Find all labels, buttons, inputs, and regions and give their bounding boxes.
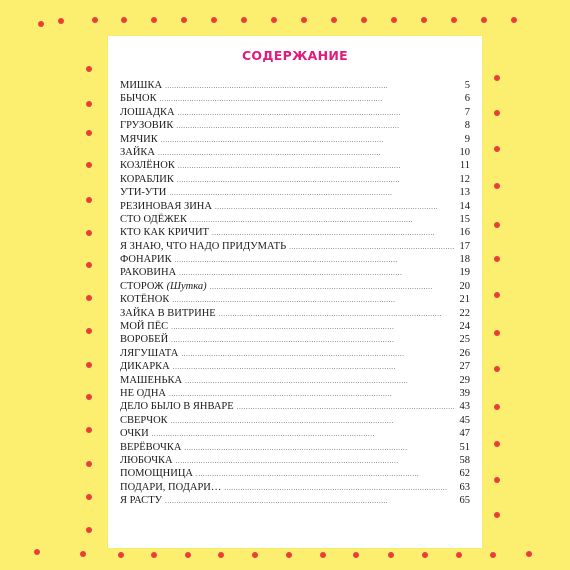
border-dot	[181, 17, 187, 23]
toc-item-page-number: 13	[459, 187, 470, 199]
border-dot	[494, 441, 500, 447]
dot-leader	[184, 442, 455, 455]
toc-item-page-number: 21	[459, 294, 470, 306]
toc-item-title: УТИ-УТИ	[120, 187, 167, 199]
contents-page	[108, 36, 482, 548]
toc-item[interactable]	[120, 226, 470, 239]
border-dot	[490, 552, 496, 558]
border-dot	[86, 295, 92, 301]
border-dot	[494, 477, 500, 483]
toc-item-page-number: 17	[459, 240, 470, 252]
border-dot	[494, 292, 500, 298]
border-dot	[185, 552, 191, 558]
toc-item-page-number: 7	[464, 106, 470, 118]
toc-item-page-number: 8	[464, 120, 470, 132]
dot-leader	[171, 334, 455, 347]
toc-item[interactable]	[120, 414, 470, 427]
dot-leader	[178, 107, 455, 120]
dot-leader	[160, 93, 455, 106]
dot-leader	[212, 227, 455, 240]
toc-item-page-number: 12	[459, 173, 470, 185]
table-of-contents	[120, 79, 470, 508]
toc-item[interactable]	[120, 79, 470, 92]
border-dot	[241, 17, 247, 23]
toc-item-title: ВОРОБЕЙ	[120, 334, 169, 346]
dot-leader	[289, 241, 455, 254]
toc-item-page-number: 47	[459, 428, 470, 440]
toc-item[interactable]	[120, 253, 470, 266]
border-dot	[361, 17, 367, 23]
toc-item[interactable]	[120, 347, 470, 360]
dot-leader	[171, 321, 455, 334]
border-dot	[511, 17, 517, 23]
border-dot	[388, 552, 394, 558]
toc-item-title: КОЗЛЁНОК	[120, 160, 175, 172]
toc-item-page-number: 14	[459, 200, 470, 212]
toc-item-page-number: 29	[459, 374, 470, 386]
toc-item[interactable]	[120, 333, 470, 346]
border-dot	[494, 330, 500, 336]
border-dot	[252, 552, 258, 558]
border-dot	[301, 17, 307, 23]
border-dot	[86, 427, 92, 433]
toc-item[interactable]	[120, 280, 470, 293]
border-dot	[86, 494, 92, 500]
dot-leader	[219, 308, 455, 321]
border-dot	[494, 222, 500, 228]
border-dot	[421, 17, 427, 23]
dot-leader	[165, 495, 455, 508]
toc-item[interactable]	[120, 360, 470, 373]
toc-item[interactable]	[120, 213, 470, 226]
toc-item-title: БЫЧОК	[120, 93, 157, 105]
toc-item-title: ОЧКИ	[120, 428, 149, 440]
border-dot	[494, 366, 500, 372]
toc-item-title: ПОДАРИ, ПОДАРИ…	[120, 481, 222, 493]
toc-item-page-number: 6	[464, 93, 470, 105]
border-dot	[286, 552, 292, 558]
toc-item-page-number: 51	[459, 441, 470, 453]
dot-leader	[172, 294, 455, 307]
border-dot	[353, 552, 359, 558]
toc-item-title: ЛЯГУШАТА	[120, 347, 179, 359]
dot-leader	[179, 267, 455, 280]
dot-leader	[176, 455, 455, 468]
border-dot	[494, 110, 500, 116]
border-dot	[86, 197, 92, 203]
toc-item-page-number: 15	[459, 213, 470, 225]
dot-leader	[190, 214, 455, 227]
dot-leader	[237, 401, 455, 414]
toc-item-title: МЯЧИК	[120, 133, 158, 145]
toc-item-page-number: 9	[464, 133, 470, 145]
toc-item[interactable]	[120, 92, 470, 105]
toc-item-title: ДИКАРКА	[120, 361, 170, 373]
border-dot	[118, 552, 124, 558]
toc-item[interactable]	[120, 293, 470, 306]
toc-item-note: (Шутка)	[166, 280, 207, 292]
dot-leader	[158, 147, 455, 160]
toc-item[interactable]	[120, 146, 470, 159]
toc-item-title: МИШКА	[120, 80, 163, 91]
toc-item-page-number: 63	[459, 481, 470, 493]
border-dot	[494, 183, 500, 189]
border-dot	[218, 552, 224, 558]
border-dot	[271, 17, 277, 23]
toc-item[interactable]	[120, 494, 470, 507]
dot-leader	[177, 174, 455, 187]
border-dot	[86, 162, 92, 168]
dot-leader	[224, 482, 455, 495]
border-dot	[211, 17, 217, 23]
toc-item[interactable]	[120, 467, 470, 480]
border-dot	[86, 362, 92, 368]
toc-item-title: НЕ ОДНА	[120, 387, 167, 399]
toc-item-title: СВЕРЧОК	[120, 414, 168, 426]
toc-item-page-number: 10	[459, 146, 470, 158]
toc-item-title: КТО КАК КРИЧИТ	[120, 227, 209, 239]
border-dot	[86, 527, 92, 533]
toc-item[interactable]	[120, 119, 470, 132]
border-dot	[494, 75, 500, 81]
toc-item[interactable]	[120, 133, 470, 146]
toc-item-title: КОТЁНОК	[120, 294, 170, 306]
toc-item-page-number: 19	[459, 267, 470, 279]
border-dot	[494, 404, 500, 410]
dot-leader	[210, 281, 455, 294]
toc-item-title: ПОМОЩНИЦА	[120, 468, 194, 480]
toc-item-page-number: 26	[459, 347, 470, 359]
border-dot	[92, 17, 98, 23]
border-dot	[86, 230, 92, 236]
toc-item-title: КОРАБЛИК	[120, 173, 174, 185]
toc-item-page-number: 11	[459, 160, 470, 172]
border-dot	[38, 21, 44, 27]
dot-leader	[175, 254, 455, 267]
toc-item-title: МОЙ ПЁС	[120, 321, 169, 333]
toc-item-title: Я РАСТУ	[120, 495, 163, 507]
toc-item-title: ГРУЗОВИК	[120, 120, 174, 132]
dot-leader	[181, 348, 455, 361]
dot-leader	[161, 134, 455, 147]
border-dot	[481, 17, 487, 23]
toc-item-page-number: 20	[459, 280, 470, 292]
toc-item-title: СТО ОДЁЖЕК	[120, 213, 187, 225]
toc-item[interactable]	[120, 400, 470, 413]
dot-leader	[165, 80, 455, 93]
dot-leader	[215, 201, 455, 214]
toc-item[interactable]	[120, 320, 470, 333]
border-dot	[86, 101, 92, 107]
toc-item-title: ЗАЙКА	[120, 146, 156, 158]
border-dot	[86, 130, 92, 136]
toc-item-page-number: 24	[459, 321, 470, 333]
dot-leader	[178, 160, 455, 173]
toc-item-page-number: 39	[459, 387, 470, 399]
toc-item[interactable]	[120, 387, 470, 400]
toc-item-page-number: 27	[459, 361, 470, 373]
border-dot	[494, 512, 500, 518]
toc-item[interactable]	[120, 186, 470, 199]
border-dot	[391, 17, 397, 23]
toc-item-title: ЗАЙКА В ВИТРИНЕ	[120, 307, 216, 319]
toc-item-page-number: 43	[459, 401, 470, 413]
toc-item[interactable]	[120, 200, 470, 213]
border-dot	[422, 552, 428, 558]
toc-item-page-number: 18	[459, 254, 470, 266]
border-dot	[456, 552, 462, 558]
toc-item-title: ВЕРЁВОЧКА	[120, 441, 182, 453]
toc-item-title: РЕЗИНОВАЯ ЗИНА	[120, 200, 212, 212]
toc-item-title: ЛОШАДКА	[120, 106, 175, 118]
toc-item[interactable]	[120, 441, 470, 454]
border-dot	[151, 552, 157, 558]
border-dot	[320, 552, 326, 558]
border-dot	[86, 328, 92, 334]
toc-item-page-number: 65	[459, 495, 470, 507]
border-dot	[331, 17, 337, 23]
toc-item-page-number: 5	[464, 80, 470, 91]
toc-item[interactable]	[120, 454, 470, 467]
border-dot	[451, 17, 457, 23]
toc-item-page-number: 25	[459, 334, 470, 346]
toc-item-title: ЛЮБОЧКА	[120, 454, 173, 466]
border-dot	[86, 66, 92, 72]
dot-leader	[176, 120, 455, 133]
border-dot	[494, 146, 500, 152]
dot-leader	[169, 388, 455, 401]
dot-leader	[171, 415, 455, 428]
border-dot	[86, 262, 92, 268]
border-dot	[80, 551, 86, 557]
toc-item-page-number: 22	[459, 307, 470, 319]
toc-item[interactable]	[120, 481, 470, 494]
toc-item-title: МАШЕНЬКА	[120, 374, 183, 386]
toc-item[interactable]	[120, 374, 470, 387]
toc-item-page-number: 45	[459, 414, 470, 426]
border-dot	[494, 256, 500, 262]
dot-leader	[169, 187, 455, 200]
toc-item[interactable]	[120, 427, 470, 440]
toc-item[interactable]	[120, 173, 470, 186]
toc-item-title: СТОРОЖ	[120, 280, 164, 292]
border-dot	[526, 551, 532, 557]
dot-leader	[152, 428, 455, 441]
border-dot	[58, 18, 64, 24]
toc-item[interactable]	[120, 106, 470, 119]
toc-item[interactable]	[120, 307, 470, 320]
page-title: СОДЕРЖАНИЕ	[241, 48, 349, 63]
toc-item[interactable]	[120, 159, 470, 172]
border-dot	[34, 549, 40, 555]
border-dot	[151, 17, 157, 23]
toc-item-title: ДЕЛО БЫЛО В ЯНВАРЕ	[120, 401, 234, 413]
toc-item-title: ФОНАРИК	[120, 254, 172, 266]
toc-item[interactable]	[120, 240, 470, 253]
border-dot	[86, 394, 92, 400]
border-dot	[121, 17, 127, 23]
toc-item-title: Я ЗНАЮ, ЧТО НАДО ПРИДУМАТЬ	[120, 240, 287, 252]
dot-leader	[196, 468, 455, 481]
toc-item-title: РАКОВИНА	[120, 267, 177, 279]
dot-leader	[173, 361, 455, 374]
toc-item[interactable]	[120, 266, 470, 279]
dot-leader	[185, 375, 455, 388]
toc-item-page-number: 16	[459, 227, 470, 239]
toc-item-page-number: 62	[459, 468, 470, 480]
toc-item-page-number: 58	[459, 454, 470, 466]
border-dot	[86, 461, 92, 467]
